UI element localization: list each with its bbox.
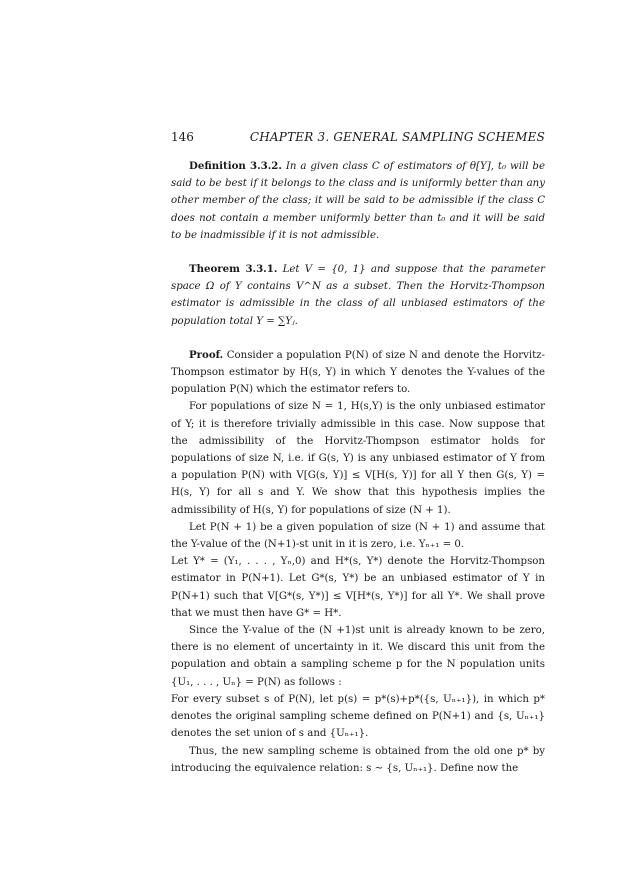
proof-text: Consider a population P(N) of size N and denote the Horvitz-Thompson estimator by H(s, Y) in which Y denotes the Y-values of the population P(N) which the estimator refers to. (171, 349, 545, 396)
page-header (171, 130, 545, 146)
running-head: CHAPTER 3. GENERAL SAMPLING SCHEMES (249, 130, 545, 144)
proof-paragraph: For populations of size N = 1, H(s,Y) is the only unbiased estimator of Y; it is therefore trivially admissible in this case. Now suppose that the admissibility of the Horvitz-Thompson estimator holds for populations of size N, i.e. if G(s, Y) is any unbiased estimator of Y from a population P(N) with V[G(s, Y)] ≤ V[H(s, Y)] for all Y then G(s, Y) = H(s, Y) for all s and Y. We show that this hypothesis implies the admissibility of H(s, Y) for populations of size (N + 1). (171, 401, 545, 516)
proof-paragraph: Since the Y-value of the (N +1)st unit is already known to be zero, there is no element of uncertainty in it. We discard this unit from the population and obtain a sampling scheme p for the N population units {U₁, . . . , Uₙ} = P(N) as follows : (171, 625, 545, 688)
spacer (171, 244, 545, 261)
theorem-label: Theorem 3.3.1. (189, 263, 278, 276)
proof-paragraph: Let P(N + 1) be a given population of size (N + 1) and assume that the Y-value of the (N+1)-st unit in it is zero, i.e. Yₙ₊₁ = 0. (171, 521, 545, 551)
theorem-text: Let V = {0, 1} and suppose that the parameter space Ω of Y contains V^N as a subset. Then the Horvitz-Thompson estimator is admissible in the class of all unbiased estimators of the population total Y = ∑Yⱼ. (171, 264, 545, 327)
spacer (171, 330, 545, 347)
definition-text: In a given class C of estimators of θ[Y], t₀ will be said to be best if it belongs to the class and is uniformly better than any other member of the class; it will be said to be admissible if the class C does not contain a member uniformly better than t₀ and it will be said to be inadmissible if it is not admissible. (171, 161, 545, 241)
proof-paragraph: For every subset s of P(N), let p(s) = p*(s)+p*({s, Uₙ₊₁}), in which p* denotes the original sampling scheme defined on P(N+1) and {s, Uₙ₊₁} denotes the set union of s and {Uₙ₊₁}. (171, 693, 545, 740)
proof-label: Proof. (189, 348, 224, 361)
definition-label: Definition 3.3.2. (189, 160, 282, 172)
proof-paragraph (171, 347, 545, 399)
page-body (171, 158, 545, 777)
theorem-block (171, 261, 545, 330)
proof-paragraph: Thus, the new sampling scheme is obtained from the old one p* by introducing the equivalence relation: s ∼ {s, Uₙ₊₁}. Define now the (171, 745, 545, 774)
page-number: 146 (171, 130, 194, 144)
definition-block (171, 158, 545, 244)
proof-paragraph: Let Y* = (Y₁, . . . , Yₙ,0) and H*(s, Y*) denote the Horvitz-Thompson estimator in P(N+1). Let G*(s, Y*) be an unbiased estimator of Y in P(N+1) such that V[G*(s, Y*)] ≤ V[H*(s, Y*)] for all Y*. We shall prove that we must then have G* = H*. (171, 556, 545, 619)
